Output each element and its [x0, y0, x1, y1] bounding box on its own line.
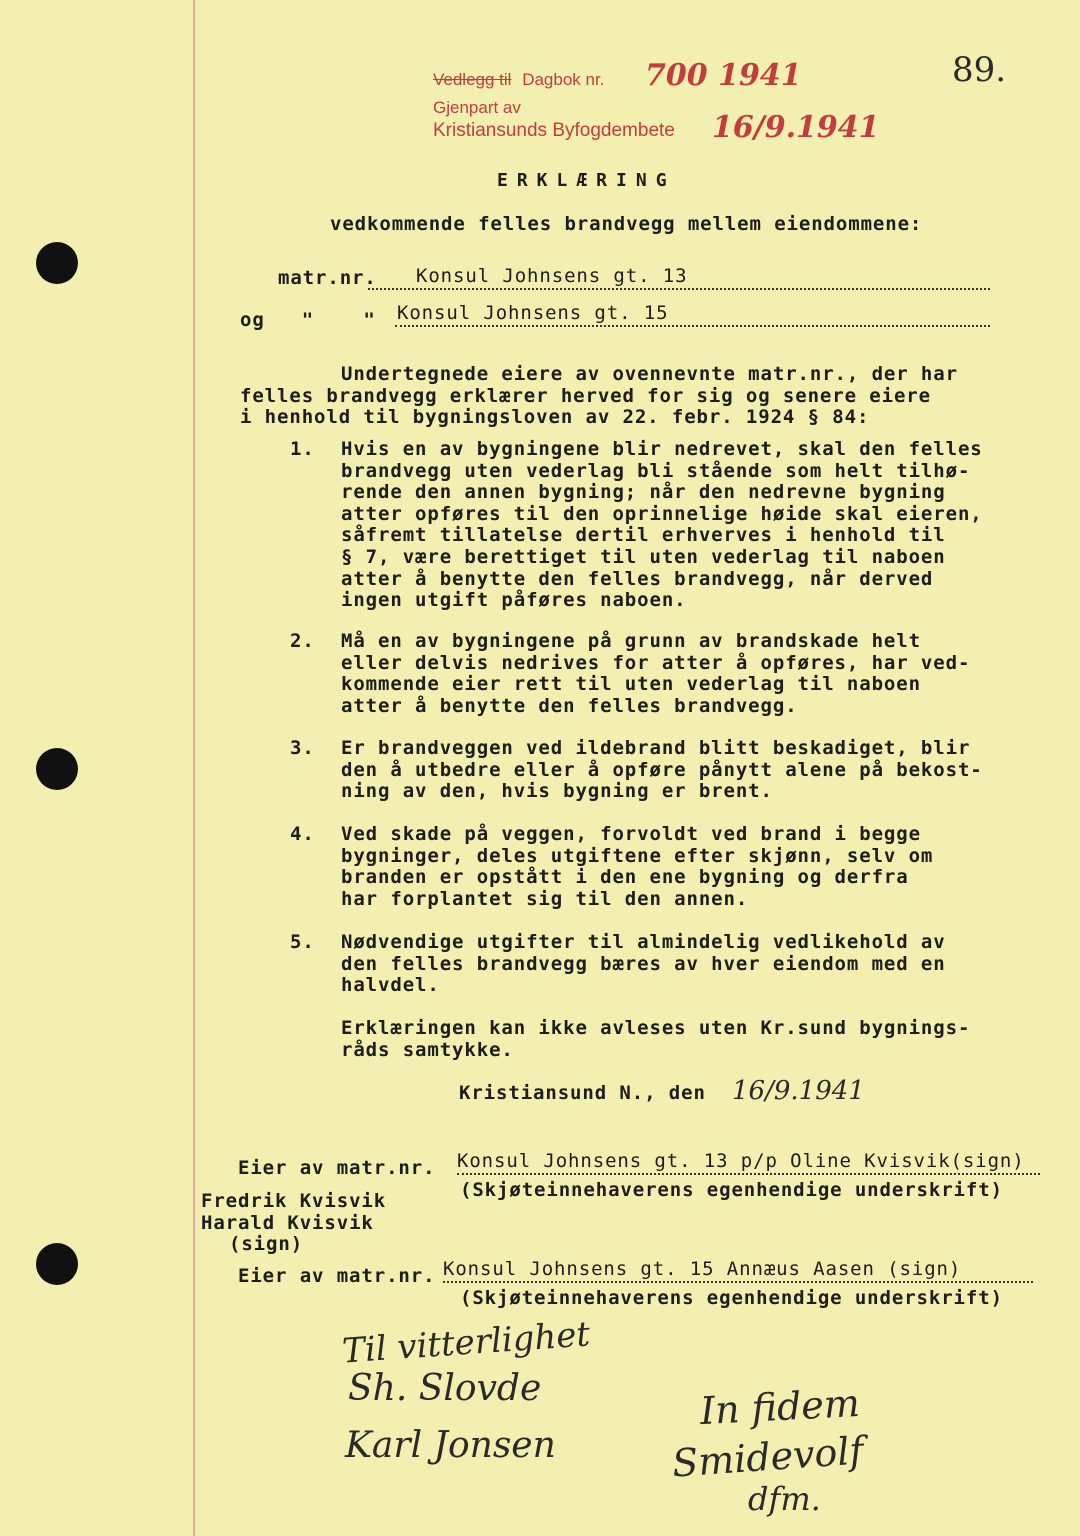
place-date-text: Kristiansund N., den [459, 1082, 706, 1104]
clause-line: Nødvendige utgifter til almindelig vedlikehold av [341, 931, 946, 953]
clause-4-text [341, 824, 933, 910]
co-signer: Fredrik Kvisvik [201, 1190, 387, 1212]
clause-2-text [341, 631, 970, 717]
punch-hole-middle [36, 748, 78, 790]
fidem-line-1: In fidem [698, 1380, 861, 1434]
punch-hole-top [36, 242, 78, 284]
approval-line: Erklæringen kan ikke avleses uten Kr.sund bygnings- [341, 1017, 971, 1039]
stamp-line-1 [433, 70, 604, 90]
clause-4-number: 4. [290, 823, 315, 845]
clause-line: atter å benytte den felles brandvegg. [341, 694, 798, 717]
clause-line: eller delvis nedrives for atter å opføres, har ved- [341, 651, 971, 674]
document-title: ERKLÆRING [497, 170, 676, 191]
fidem-signature: Smidevolf [670, 1428, 865, 1486]
clause-3-number: 3. [290, 737, 315, 759]
matr-value-2: Konsul Johnsens gt. 15 [395, 303, 990, 327]
clause-line: atter å benytte den felles brandvegg, når derved [341, 567, 934, 590]
place-date-handwritten: 16/9.1941 [732, 1076, 865, 1106]
approval-line: råds samtykke. [341, 1038, 514, 1061]
stamp-dagbok-number: 700 1941 [645, 58, 802, 93]
clause-5-number: 5. [290, 931, 315, 953]
clause-line: såfremt tillatelse dertil erhverves i henhold til [341, 524, 946, 547]
clause-line: Er brandveggen ved ildebrand blitt beskadiget, blir [341, 737, 971, 759]
stamp-dagbok-label: Dagbok nr. [522, 70, 605, 89]
punch-hole-bottom [36, 1243, 78, 1285]
witness-signature-2: Karl Jonsen [345, 1425, 556, 1466]
clause-line: Hvis en av bygningene blir nedrevet, skal den felles [341, 438, 983, 460]
matr-label-1: matr.nr. [278, 267, 377, 289]
clause-line: kommende eier rett til uten vederlag til naboen [341, 673, 921, 696]
clause-line: ning av den, hvis bygning er brent. [341, 780, 773, 803]
witness-signature-1: Sh. Slovde [348, 1368, 542, 1409]
owner-1-caption: (Skjøteinnehaverens egenhendige underskrift) [460, 1179, 1003, 1201]
witness-heading: Til vitterlighet [340, 1314, 592, 1372]
clause-line: rende den annen bygning; når den nedrevne bygning [341, 481, 946, 504]
owner-1-value: Konsul Johnsens gt. 13 p/p Oline Kvisvik(sign) [457, 1151, 1040, 1175]
clause-line: ingen utgift påføres naboen. [341, 589, 687, 612]
document-subtitle: vedkommende felles brandvegg mellem eiendommene: [330, 213, 923, 235]
owner-1-label: Eier av matr.nr. [238, 1157, 436, 1179]
matr-value-1: Konsul Johnsens gt. 13 [368, 266, 990, 290]
clause-line: branden er opstått i den ene bygning og derfra [341, 866, 909, 889]
co-signer: Harald Kvisvik [201, 1211, 374, 1234]
clause-line: bygninger, deles utgiftene efter skjønn, selv om [341, 844, 934, 867]
intro-line: Undertegnede eiere av ovennevnte matr.nr., der har [341, 363, 958, 385]
owner-2-caption: (Skjøteinnehaverens egenhendige underskrift) [460, 1287, 1003, 1309]
clause-line: § 7, være berettiget til uten vederlag til naboen [341, 545, 946, 568]
owner-2-label: Eier av matr.nr. [238, 1265, 436, 1287]
intro-line: felles brandvegg erklærer herved for sig og senere eiere [240, 384, 931, 407]
clause-line: halvdel. [341, 974, 440, 997]
stamp-struck-text: Vedlegg til [433, 70, 512, 89]
clause-line: brandvegg uten vederlag bli stående som helt tilhø- [341, 459, 971, 482]
intro-paragraph [240, 364, 958, 429]
owner-2-value: Konsul Johnsens gt. 15 Annæus Aasen (sign) [443, 1259, 1033, 1283]
stamp-date: 16/9.1941 [712, 110, 880, 145]
clause-line: har forplantet sig til den annen. [341, 887, 749, 910]
clause-line: den felles brandvegg bæres av hver eiendom med en [341, 952, 946, 975]
clause-line: atter opføres til den oprinnelige høide skal eieren, [341, 502, 983, 525]
clause-2-number: 2. [290, 630, 315, 652]
co-signer: (sign) [229, 1233, 304, 1256]
clause-line: den å utbedre eller å opføre pånytt alene på bekost- [341, 758, 983, 781]
margin-line [193, 0, 195, 1536]
stamp-line-2: Gjenpart av [433, 98, 521, 117]
co-signers [201, 1191, 386, 1256]
clause-line: Ved skade på veggen, forvoldt ved brand i begge [341, 823, 921, 845]
stamp-line-3: Kristiansunds Byfogdembete [433, 120, 675, 141]
clause-3-text [341, 738, 983, 803]
fidem-line-3: dfm. [748, 1480, 821, 1518]
page-number: 89. [952, 50, 1007, 90]
clause-line: Må en av bygningene på grunn av brandskade helt [341, 630, 921, 652]
approval-paragraph [341, 1018, 970, 1061]
intro-line: i henhold til bygningsloven av 22. febr. 1924 § 84: [240, 406, 870, 429]
matr-label-2: og " " [240, 309, 376, 331]
clause-5-text [341, 932, 946, 997]
clause-1-number: 1. [290, 438, 315, 460]
clause-1-text [341, 439, 983, 612]
